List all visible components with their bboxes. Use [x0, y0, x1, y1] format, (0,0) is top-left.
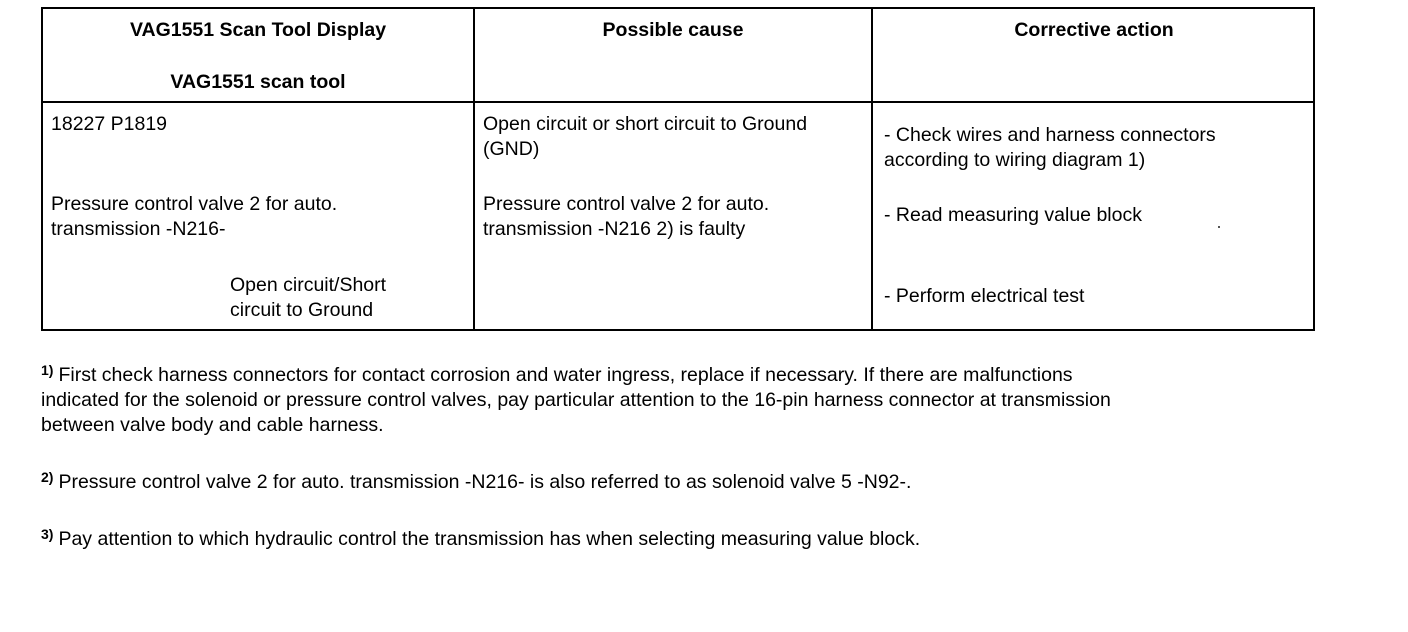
action-1-line2: according to wiring diagram 1) — [884, 149, 1146, 171]
cause-2-line2: transmission -N216 2) is faulty — [483, 218, 746, 240]
component-name-line2: transmission -N216- — [51, 218, 226, 240]
footnote-2-text: Pressure control valve 2 for auto. transmission -N216- is also referred to as solenoid valve 5 -N92-. — [58, 471, 912, 493]
action-2: - Read measuring value block — [884, 204, 1142, 226]
footnote-1-marker: 1) — [41, 362, 54, 378]
action-1-line1: - Check wires and harness connectors — [884, 124, 1216, 146]
cause-2-line1: Pressure control valve 2 for auto. — [483, 193, 770, 215]
footnote-2-marker: 2) — [41, 469, 54, 485]
header-divider — [43, 101, 1313, 103]
action-3: - Perform electrical test — [884, 285, 1085, 307]
column-divider-2 — [871, 9, 873, 329]
scan-speck — [1218, 226, 1220, 228]
header-scan-tool: VAG1551 scan tool — [170, 71, 346, 93]
fault-type-line1: Open circuit/Short — [230, 274, 387, 296]
footnote-2 — [41, 470, 911, 495]
component-name-line1: Pressure control valve 2 for auto. — [51, 193, 338, 215]
cause-1-line2: (GND) — [483, 138, 540, 160]
footnote-1-line1 — [41, 363, 1073, 388]
footnote-3-text: Pay attention to which hydraulic control the transmission has when selecting measuring value block. — [58, 528, 921, 550]
column-divider-1 — [473, 9, 475, 329]
header-corrective-action: Corrective action — [1014, 19, 1174, 41]
footnote-3 — [41, 527, 920, 552]
header-possible-cause: Possible cause — [602, 19, 744, 41]
footnote-3-marker: 3) — [41, 526, 54, 542]
footnote-1-text-line2: indicated for the solenoid or pressure control valves, pay particular attention to the 16-pin harness connector at transmission — [41, 389, 1111, 411]
diagnostic-table — [41, 7, 1315, 331]
cause-1-line1: Open circuit or short circuit to Ground — [483, 113, 808, 135]
fault-code: 18227 P1819 — [51, 113, 168, 135]
fault-type-line2: circuit to Ground — [230, 299, 374, 321]
footnote-1-text-line1: First check harness connectors for contact corrosion and water ingress, replace if necessary. If there are malfunctions — [58, 364, 1073, 386]
footnote-1-text-line3: between valve body and cable harness. — [41, 414, 384, 436]
header-scan-tool-display: VAG1551 Scan Tool Display — [129, 19, 387, 41]
